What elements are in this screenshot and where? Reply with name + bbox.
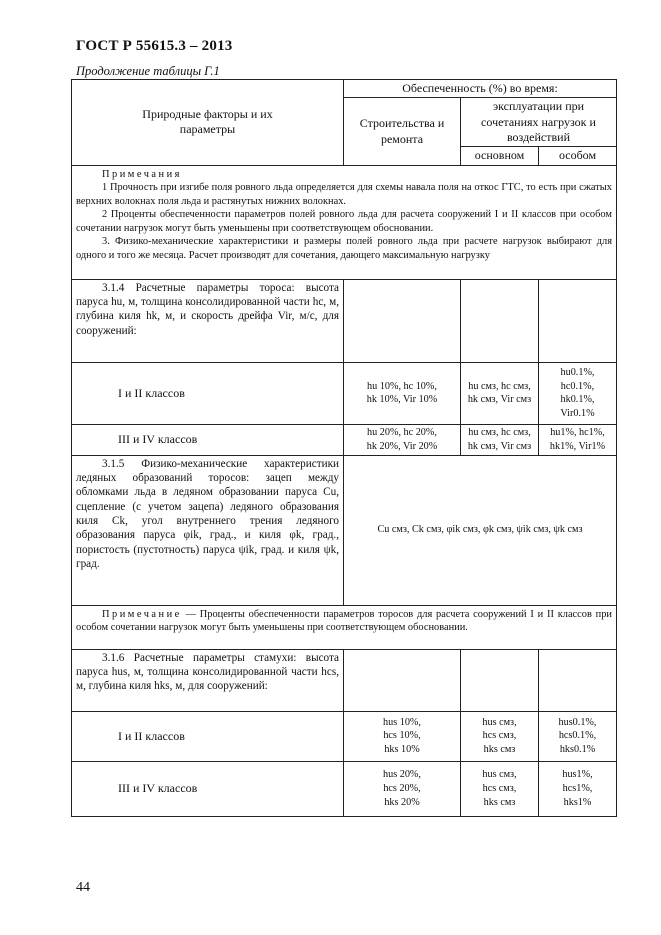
value-line: hk 20%, Vir 20% [366,440,438,452]
table-continuation-caption: Продолжение таблицы Г.1 [76,64,220,78]
row-label-class-1-2: I и II классов [72,711,344,761]
value-cell [539,711,617,761]
value-line: hks смз [483,744,516,756]
value-line: hu 10%, hc 10%, [367,380,437,392]
value-line: hus 10%, [383,716,421,728]
header-basic: основном [461,147,539,165]
row-label-class-1-2: I и II классов [72,362,344,424]
value-cell [539,362,617,424]
empty-cell [344,279,461,362]
value-line: hk1%, Vir1% [549,440,606,452]
natural-factors-table [71,79,617,817]
page-number: 44 [76,880,90,895]
value-cell [461,761,539,816]
header-operation: эксплуатации при сочетаниях нагрузок и воздействий [461,98,617,147]
value-cell [539,424,617,455]
value-line: hu смз, hc смз, [468,427,531,439]
value-line: hks1% [563,796,592,808]
value-line: hcs смз, [482,782,517,794]
header-factors [72,80,344,166]
value-line: hk0.1%, [560,394,595,406]
value-line: hu0.1%, [560,366,595,378]
value-line: hks смз [483,796,516,808]
value-line: hu смз, hc смз, [468,380,531,392]
value-cell [461,424,539,455]
value-cell [344,424,461,455]
header-probability-group: Обеспеченность (%) во время: [344,80,617,98]
value-line: hcs 10%, [383,730,421,742]
value-cell [344,362,461,424]
value-line: hk смз, Vir смз [467,440,532,452]
notes-heading: Примечания [102,168,182,180]
empty-cell [344,649,461,711]
header-factors-text: Природные факторы и их параметры [142,107,273,137]
value-line: hc0.1%, [560,380,595,392]
value-line: hus 20%, [383,769,421,781]
empty-cell [461,649,539,711]
value-cell [539,761,617,816]
note-text: — Проценты обеспеченности параметров торосов для расчета сооружений I и II классов при особом сочетании нагрузок могут быть уменьшены при соответствующем обосновании. [76,608,612,634]
value-cell [344,761,461,816]
value-line: hcs0.1%, [558,730,597,742]
value-line: hks 10% [384,744,420,756]
header-special: особом [539,147,617,165]
value-line: hu1%, hc1%, [550,427,605,439]
section-3-1-5-value: Cu смз, Ck смз, φik смз, φk смз, ψik смз, ψk смз [344,455,617,605]
value-line: hcs1%, [562,782,593,794]
value-cell [461,711,539,761]
empty-cell [539,649,617,711]
note-2: 2 Проценты обеспеченности параметров полей ровного льда для расчета сооружений I и II классов при особом сочетании нагрузок могут быть уменьшены при соответствующем обосновании. [76,209,612,234]
header-construction: Строительства и ремонта [344,98,461,165]
value-line: hus смз, [482,769,517,781]
value-line: hks0.1% [559,744,596,756]
value-line: hks 20% [384,796,420,808]
empty-cell [539,279,617,362]
section-3-1-4-text: 3.1.4 Расчетные параметры тороса: высота паруса hu, м, толщина консолидированной части hc, м, глубина киля hk, м, и скорость дрейфа Vir, м/с, для сооружений: [72,279,344,362]
value-line: Vir0.1% [560,408,595,420]
section-3-1-5-text: 3.1.5 Физико-механические характеристики ледяных образований торосов: зацеп между обломками льда в ледяном образовании паруса Cu, сцепление (с учетом зацепа) ледяного образования киля Ck, угол внутреннего трения ледяного образования паруса φik, град., и киля φk, град., пористость (пустотность) паруса ψik, град. и киля ψk, град. [72,455,344,605]
row-label-class-3-4: III и IV классов [72,761,344,816]
value-cell [344,711,461,761]
notes-ice-fields [72,165,617,279]
value-line: hcs смз, [482,730,517,742]
note-heading: Примечание [102,608,182,620]
note-1: 1 Прочность при изгибе поля ровного льда определяется для схемы навала поля на откос ГТС, то есть при сжатых верхних волокнах поля льда и растянутых нижних волокнах. [76,182,612,207]
document-title: ГОСТ Р 55615.3 – 2013 [76,38,233,54]
value-line: hu 20%, hc 20%, [367,427,437,439]
value-line: hk смз, Vir смз [467,394,532,406]
value-line: hus0.1%, [558,716,597,728]
note-hummocks [72,605,617,649]
value-line: hus смз, [482,716,517,728]
value-cell [461,362,539,424]
section-3-1-6-text: 3.1.6 Расчетные параметры стамухи: высота паруса hus, м, толщина консолидированной части hcs, м, глубина киля hks, м, для сооружений: [72,649,344,711]
empty-cell [461,279,539,362]
note-3: 3. Физико-механические характеристики и размеры полей ровного льда при расчете нагрузок выбирают для одного и того же месяца. Расчет производят для сочетания, дающего максимальную нагрузку [76,236,612,261]
value-line: hcs 20%, [383,782,421,794]
row-label-class-3-4: III и IV классов [72,424,344,455]
value-line: hus1%, [562,769,593,781]
value-line: hk 10%, Vir 10% [366,394,438,406]
